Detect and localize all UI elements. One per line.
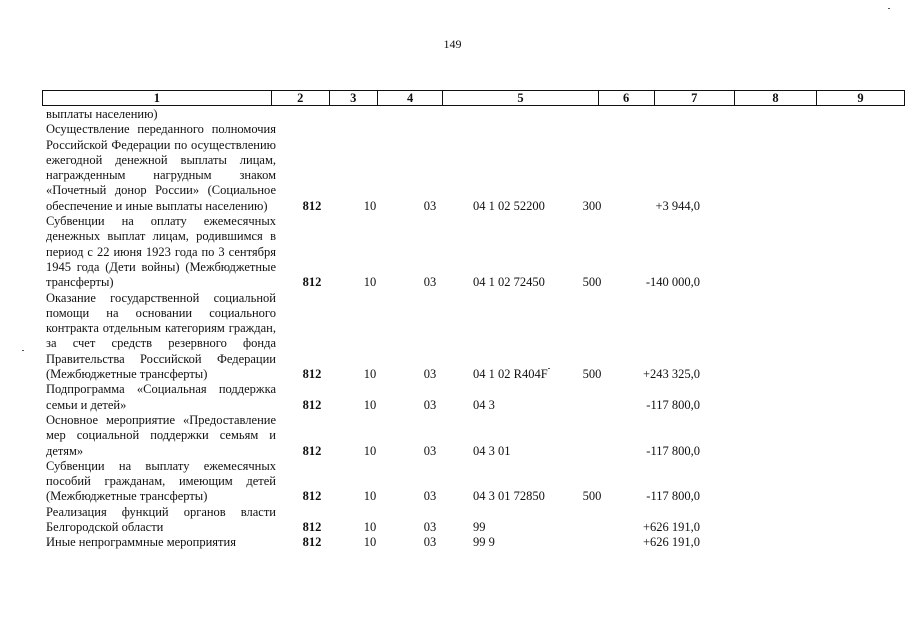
row-description: Подпрограмма «Социальная поддержка семьи и детей»	[46, 382, 276, 412]
page-number: 149	[443, 37, 462, 51]
cell-amount: +3 944,0	[655, 198, 700, 213]
cell-section: 10	[363, 397, 377, 412]
cell-ministry: 812	[302, 367, 322, 382]
cell-section: 10	[363, 535, 377, 550]
column-header-4: 4	[377, 91, 442, 106]
cell-target-article: 04 3 01	[473, 443, 511, 458]
cell-target-article: 04 1 02 72450	[473, 275, 545, 290]
row-description: Иные непрограммные мероприятия	[46, 535, 236, 550]
cell-target-article: 04 1 02 52200	[473, 198, 545, 213]
column-header-6: 6	[598, 91, 654, 106]
cell-ministry: 812	[302, 275, 322, 290]
scan-speck	[548, 368, 550, 369]
cell-section: 10	[363, 443, 377, 458]
cell-subsection: 03	[423, 275, 437, 290]
table-row	[0, 107, 905, 122]
cell-section: 10	[363, 520, 377, 535]
cell-subsection: 03	[423, 443, 437, 458]
row-description: Осуществление переданного полномочия Российской Федерации по осуществлению ежегодной денежной выплаты лицам, награжденным нагрудным знаком «Почетный донор России» (Социальное обеспечение и иные выплаты населению)	[46, 122, 276, 213]
scan-speck	[22, 350, 24, 351]
cell-target-article: 99	[473, 520, 486, 535]
row-description: Субвенции на оплату ежемесячных денежных выплат лицам, родившимся в период с 22 июня 1923 года по 3 сентября 1945 года (Дети войны) (Межбюджетные трансферты)	[46, 214, 276, 290]
cell-ministry: 812	[302, 397, 322, 412]
cell-section: 10	[363, 367, 377, 382]
row-description: Основное мероприятие «Предоставление мер социальной поддержки семьям и детям»	[46, 412, 276, 458]
cell-subsection: 03	[423, 535, 437, 550]
cell-amount: +243 325,0	[642, 367, 700, 382]
table-row	[0, 214, 905, 290]
cell-expense-type: 500	[582, 489, 602, 504]
cell-amount: +626 191,0	[642, 520, 700, 535]
cell-expense-type: 500	[582, 367, 602, 382]
cell-amount: -117 800,0	[646, 489, 700, 504]
cell-subsection: 03	[423, 198, 437, 213]
cell-amount: -140 000,0	[645, 275, 700, 290]
cell-subsection: 03	[423, 397, 437, 412]
cell-ministry: 812	[302, 535, 322, 550]
cell-expense-type: 500	[582, 275, 602, 290]
column-header-1: 1	[43, 91, 272, 106]
table-row	[0, 505, 905, 536]
cell-target-article: 99 9	[473, 535, 495, 550]
table-body	[0, 107, 905, 551]
cell-target-article: 04 1 02 R404F	[473, 367, 548, 382]
cell-subsection: 03	[423, 520, 437, 535]
column-header-table	[42, 90, 905, 106]
table-row	[0, 291, 905, 383]
cell-section: 10	[363, 198, 377, 213]
table-row	[0, 535, 905, 550]
column-header-7: 7	[654, 91, 734, 106]
cell-expense-type: 300	[582, 198, 602, 213]
scan-speck	[888, 8, 890, 9]
cell-ministry: 812	[302, 520, 322, 535]
column-header-8: 8	[734, 91, 816, 106]
row-description: Реализация функций органов власти Белгородской области	[46, 504, 276, 535]
table-row	[0, 459, 905, 505]
cell-amount: -117 800,0	[646, 397, 700, 412]
cell-subsection: 03	[423, 489, 437, 504]
cell-amount: +626 191,0	[642, 535, 700, 550]
column-header-3: 3	[329, 91, 377, 106]
column-header-2: 2	[271, 91, 329, 106]
table-row	[0, 382, 905, 413]
cell-target-article: 04 3	[473, 397, 495, 412]
cell-ministry: 812	[302, 489, 322, 504]
cell-ministry: 812	[302, 443, 322, 458]
table-row	[0, 122, 905, 214]
cell-ministry: 812	[302, 198, 322, 213]
cell-section: 10	[363, 275, 377, 290]
cell-subsection: 03	[423, 367, 437, 382]
cell-target-article: 04 3 01 72850	[473, 489, 545, 504]
row-description: выплаты населению)	[46, 107, 158, 121]
table-row	[0, 413, 905, 459]
cell-amount: -117 800,0	[646, 443, 700, 458]
column-header-5: 5	[443, 91, 599, 106]
column-header-9: 9	[817, 91, 905, 106]
cell-section: 10	[363, 489, 377, 504]
row-description: Оказание государственной социальной помощи на основании социального контракта отдельным категориям граждан, за счет средств резервного фонда Правительства Российской Федерации (Межбюджетные трансферты)	[46, 290, 276, 382]
row-description: Субвенции на выплату ежемесячных пособий гражданам, имеющим детей (Межбюджетные трансферты)	[46, 458, 276, 504]
